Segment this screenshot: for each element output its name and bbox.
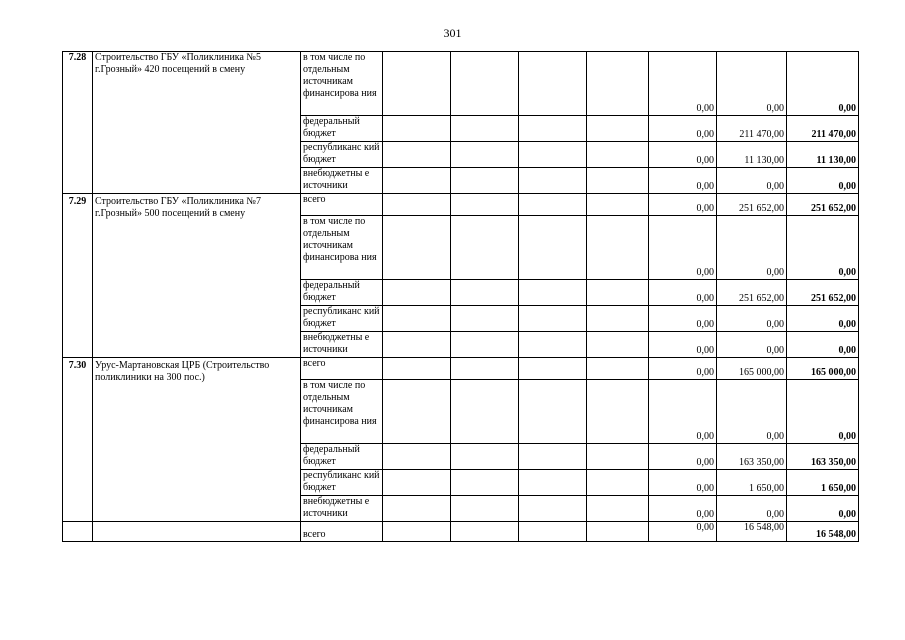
cell-value: 0,00 xyxy=(649,358,717,380)
cell-total: 0,00 xyxy=(787,496,859,522)
cell-value: 0,00 xyxy=(649,380,717,444)
project-name xyxy=(93,522,301,542)
cell-value: 0,00 xyxy=(649,216,717,280)
funding-source: республиканс кий бюджет xyxy=(301,470,383,496)
cell-value: 0,00 xyxy=(649,444,717,470)
cell-value: 1 650,00 xyxy=(717,470,787,496)
cell-value: 0,00 xyxy=(649,306,717,332)
page-number: 301 xyxy=(443,26,462,40)
project-index: 7.28 xyxy=(63,52,93,194)
funding-source: в том числе по отдельным источникам финансирова ния xyxy=(301,216,383,280)
cell-value: 0,00 xyxy=(649,168,717,194)
cell-total: 251 652,00 xyxy=(787,194,859,216)
cell-value: 0,00 xyxy=(649,116,717,142)
cell-total: 0,00 xyxy=(787,52,859,116)
funding-source: всего xyxy=(301,522,383,542)
funding-source: всего xyxy=(301,358,383,380)
cell-total: 0,00 xyxy=(787,332,859,358)
cell-value: 0,00 xyxy=(649,496,717,522)
cell-value: 251 652,00 xyxy=(717,194,787,216)
cell-value: 163 350,00 xyxy=(717,444,787,470)
cell-total: 251 652,00 xyxy=(787,280,859,306)
funding-source: внебюджетны е источники xyxy=(301,168,383,194)
project-index: 7.30 xyxy=(63,358,93,522)
cell-total: 0,00 xyxy=(787,306,859,332)
cell-total: 0,00 xyxy=(787,168,859,194)
cell-value: 0,00 xyxy=(649,142,717,168)
cell-value: 11 130,00 xyxy=(717,142,787,168)
cell-value: 0,00 xyxy=(717,332,787,358)
funding-source: внебюджетны е источники xyxy=(301,496,383,522)
cell-value: 0,00 xyxy=(717,216,787,280)
cell-value: 0,00 xyxy=(649,52,717,116)
cell-value: 0,00 xyxy=(717,52,787,116)
cell-value: 0,00 xyxy=(717,306,787,332)
cell-value: 211 470,00 xyxy=(717,116,787,142)
cell-value: 0,00 xyxy=(649,194,717,216)
funding-source: республиканс кий бюджет xyxy=(301,306,383,332)
cell-total: 211 470,00 xyxy=(787,116,859,142)
table-row xyxy=(63,52,859,116)
funding-source: в том числе по отдельным источникам финансирова ния xyxy=(301,380,383,444)
cell-value: 0,00 xyxy=(717,168,787,194)
table-row xyxy=(63,194,859,216)
cell-total: 0,00 xyxy=(787,380,859,444)
cell-total: 11 130,00 xyxy=(787,142,859,168)
project-name: Строительство ГБУ «Поликлиника №5 г.Грозный» 420 посещений в смену xyxy=(93,52,301,194)
cell-value: 0,00 xyxy=(649,470,717,496)
budget-table xyxy=(62,51,859,542)
funding-source: федеральный бюджет xyxy=(301,116,383,142)
cell-total: 1 650,00 xyxy=(787,470,859,496)
cell-total: 163 350,00 xyxy=(787,444,859,470)
cell-value: 0,00 xyxy=(649,280,717,306)
project-name: Урус-Мартановская ЦРБ (Строительство поликлиники на 300 пос.) xyxy=(93,358,301,522)
cell-total: 0,00 xyxy=(787,216,859,280)
cell-value: 16 548,00 xyxy=(717,522,787,542)
funding-source: в том числе по отдельным источникам финансирова ния xyxy=(301,52,383,116)
funding-source: всего xyxy=(301,194,383,216)
cell-value: 0,00 xyxy=(717,380,787,444)
funding-source: федеральный бюджет xyxy=(301,280,383,306)
cell-value: 0,00 xyxy=(649,522,717,542)
cell-total: 16 548,00 xyxy=(787,522,859,542)
funding-source: республиканс кий бюджет xyxy=(301,142,383,168)
funding-source: внебюджетны е источники xyxy=(301,332,383,358)
cell-value: 251 652,00 xyxy=(717,280,787,306)
project-index: 7.29 xyxy=(63,194,93,358)
table-row xyxy=(63,358,859,380)
funding-source: федеральный бюджет xyxy=(301,444,383,470)
cell-value: 0,00 xyxy=(649,332,717,358)
table-row xyxy=(63,522,859,542)
cell-value: 165 000,00 xyxy=(717,358,787,380)
cell-total: 165 000,00 xyxy=(787,358,859,380)
project-name: Строительство ГБУ «Поликлиника №7 г.Грозный» 500 посещений в смену xyxy=(93,194,301,358)
cell-value: 0,00 xyxy=(717,496,787,522)
project-index xyxy=(63,522,93,542)
